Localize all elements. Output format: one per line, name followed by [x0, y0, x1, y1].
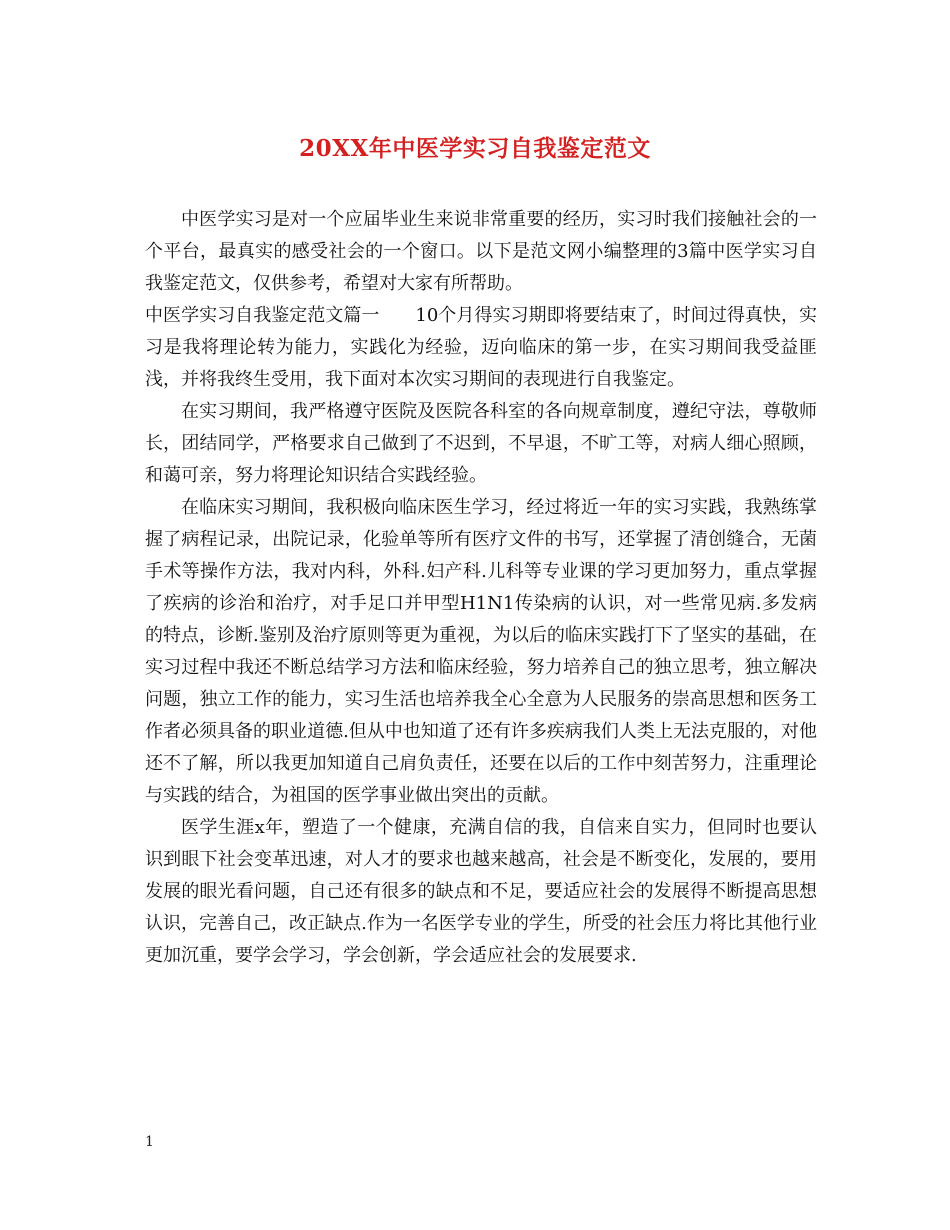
section-gap	[379, 305, 415, 326]
body-paragraph: 在实习期间，我严格遵守医院及医院各科室的各向规章制度，遵纪守法，尊敬师长，团结同学，严格要求自己做到了不迟到，不早退，不旷工等，对病人细心照顾，和蔼可亲，努力将理论知识结合实践经验。	[145, 401, 817, 486]
page-number: 1	[145, 1134, 154, 1150]
section-paragraph	[145, 300, 817, 396]
document-body	[145, 204, 817, 972]
body-paragraph: 医学生涯x年，塑造了一个健康，充满自信的我，自信来自实力，但同时也要认识到眼下社会变革迅速，对人才的要求也越来越高，社会是不断变化，发展的，要用发展的眼光看问题，自己还有很多的缺点和不足，要适应社会的发展得不断提高思想认识，完善自己，改正缺点.作为一名医学专业的学生，所受的社会压力将比其他行业更加沉重，要学会学习，学会创新，学会适应社会的发展要求.	[145, 817, 817, 966]
body-paragraph: 在临床实习期间，我积极向临床医生学习，经过将近一年的实习实践，我熟练掌握了病程记录，出院记录，化验单等所有医疗文件的书写，还掌握了清创缝合，无菌手术等操作方法，我对内科，外科.妇产科.儿科等专业课的学习更加努力，重点掌握了疾病的诊治和治疗，对手足口并甲型H1N1传染病的认识，对一些常见病.多发病的特点，诊断.鉴别及治疗原则等更为重视，为以后的临床实践打下了坚实的基础，在实习过程中我还不断总结学习方法和临床经验，努力培养自己的独立思考，独立解决问题，独立工作的能力，实习生活也培养我全心全意为人民服务的崇高思想和医务工作者必须具备的职业道德.但从中也知道了还有许多疾病我们人类上无法克服的，对他还不了解，所以我更加知道自己肩负责任，还要在以后的工作中刻苦努力，注重理论与实践的结合，为祖国的医学事业做出突出的贡献。	[145, 497, 817, 806]
intro-paragraph: 中医学实习是对一个应届毕业生来说非常重要的经历，实习时我们接触社会的一个平台，最真实的感受社会的一个窗口。以下是范文网小编整理的3篇中医学实习自我鉴定范文，仅供参考，希望对大家有所帮助。	[145, 209, 817, 294]
section-heading: 中医学实习自我鉴定范文篇一	[145, 305, 380, 326]
document-title: 20XX年中医学实习自我鉴定范文	[299, 135, 651, 162]
section-first-text: 10个月得实习期即将要结束了，时间过得真快，实习是我将理论转为能力，实践化为经验，迈向临床的第一步，在实习期间我受益匪浅，并将我终生受用，我下面对本次实习期间的表现进行自我鉴定。	[145, 305, 817, 390]
